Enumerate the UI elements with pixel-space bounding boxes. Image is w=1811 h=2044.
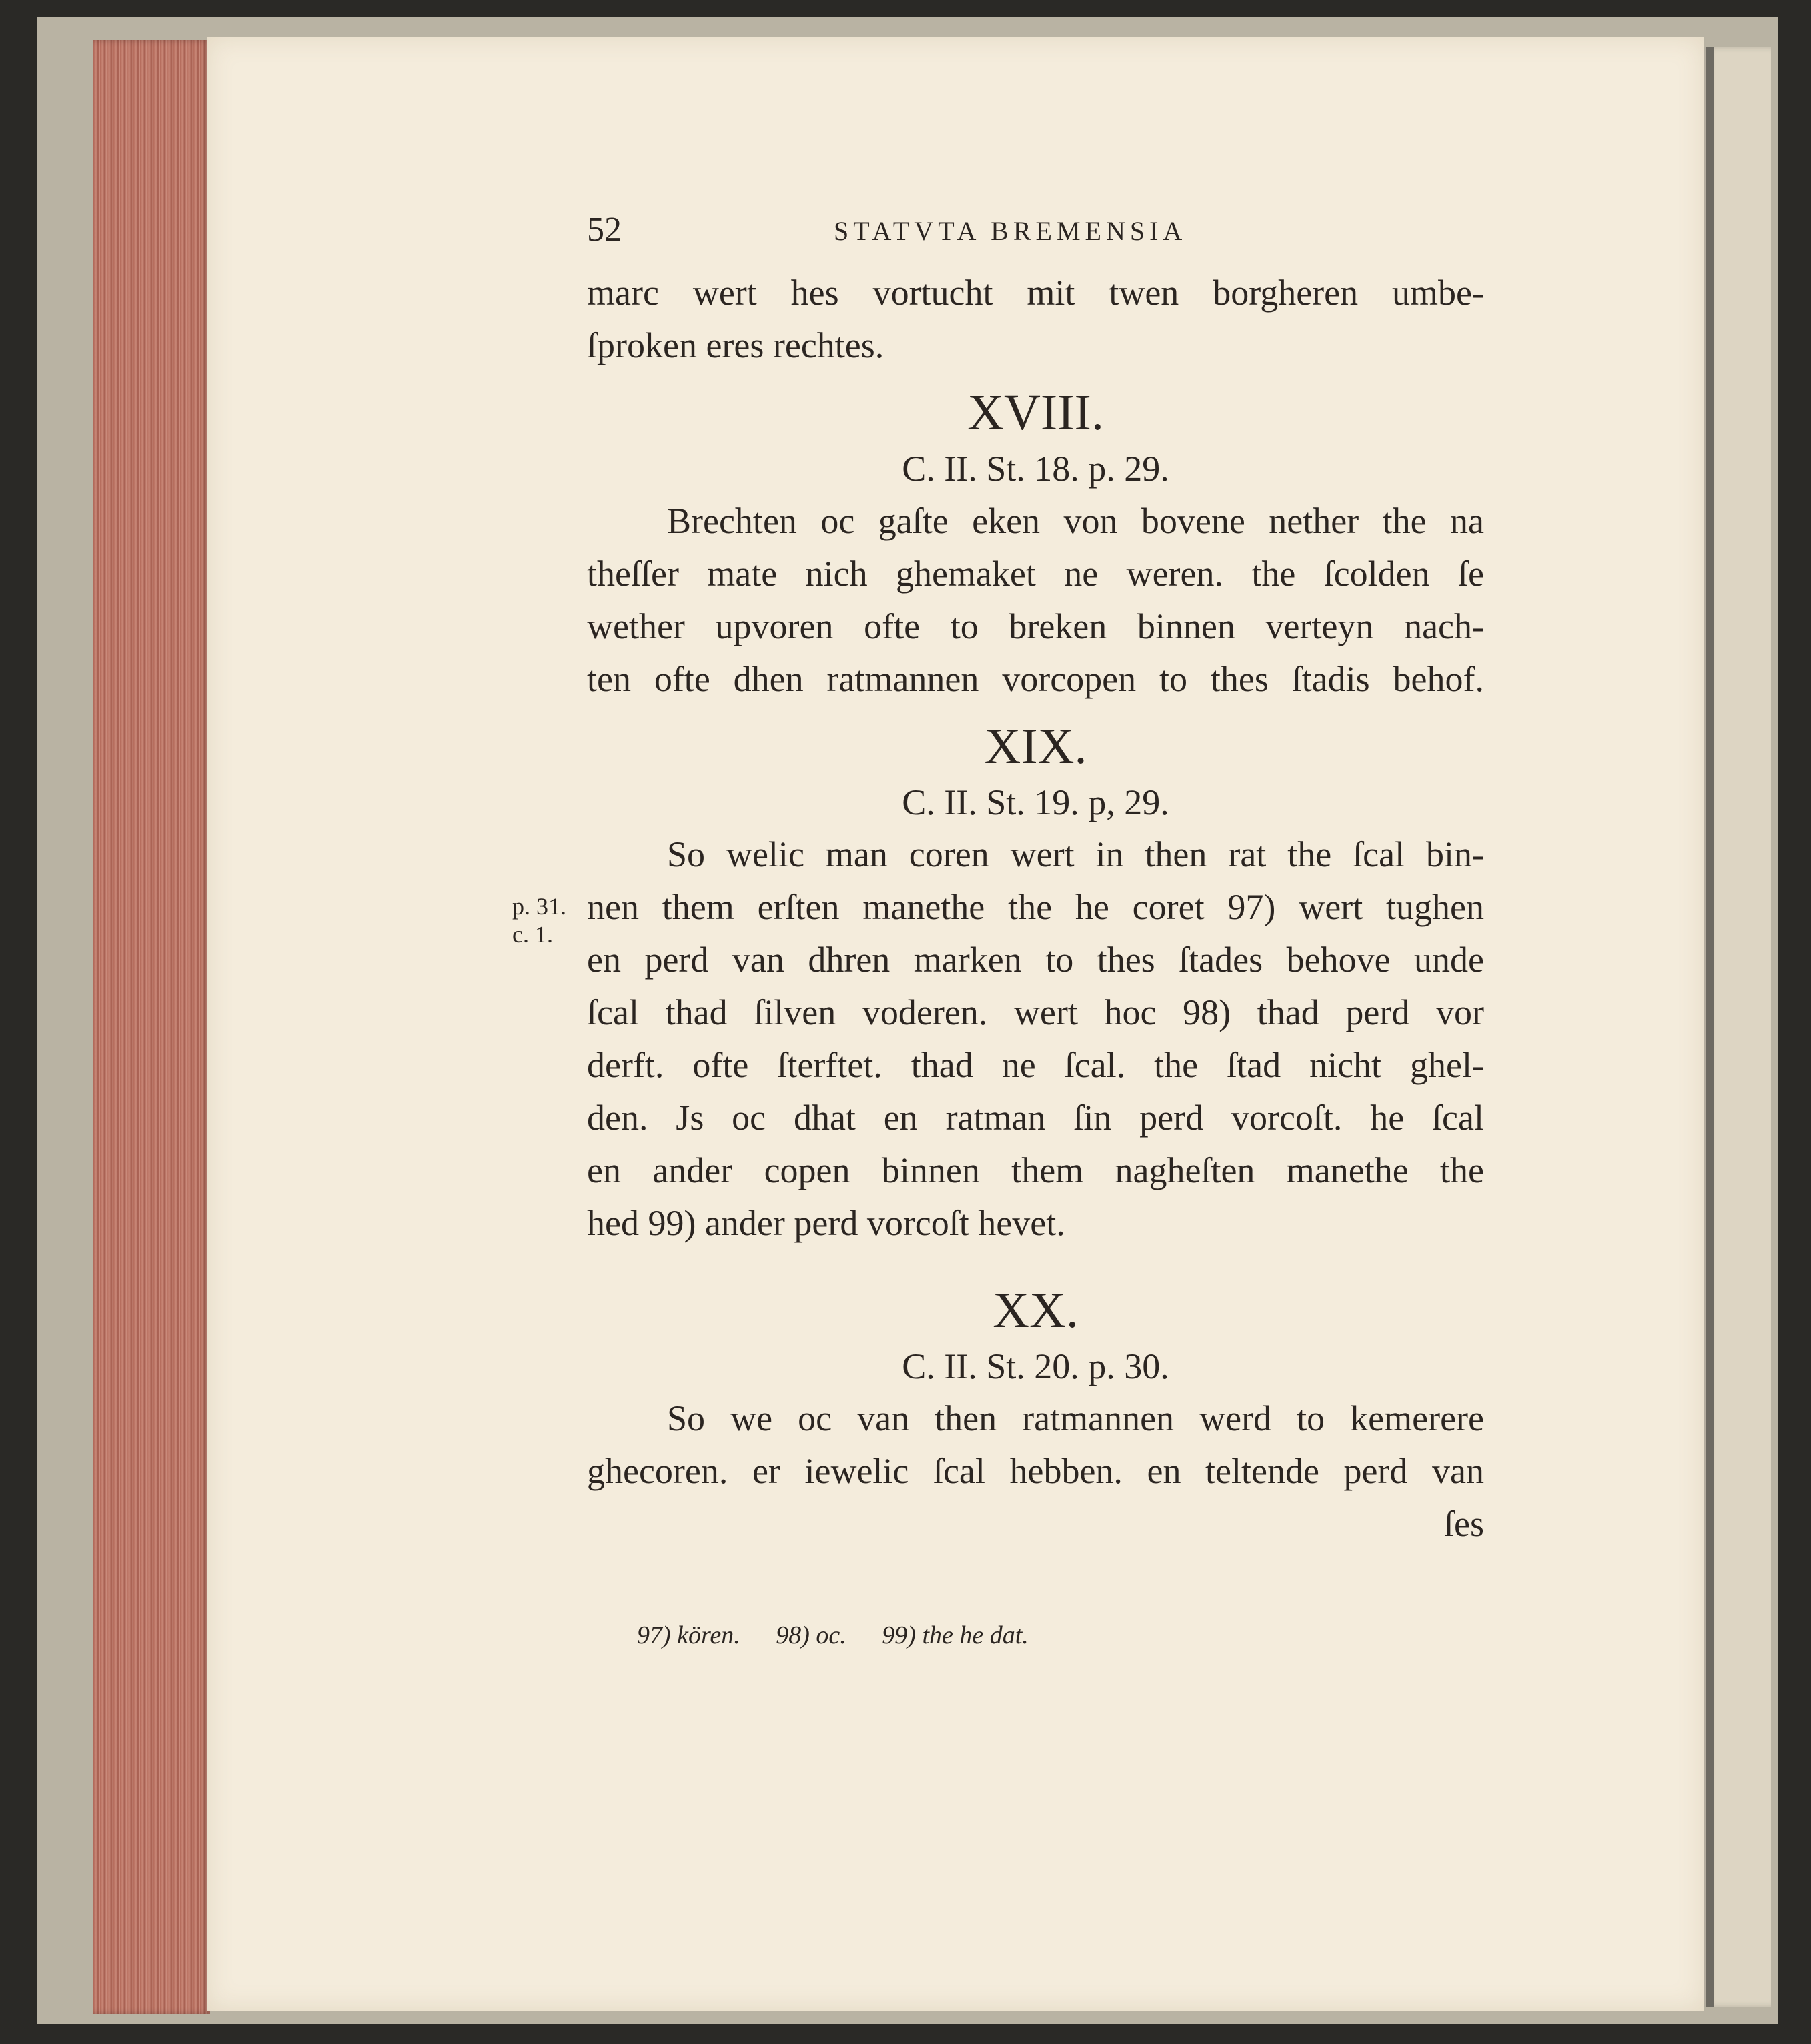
- marginal-note: [512, 892, 566, 948]
- marginal-page-ref: p. 31.: [512, 893, 566, 920]
- footnote: 99) the he dat.: [882, 1621, 1029, 1649]
- text-line: ten ofte dhen ratmannen vorcopen to thes ſtadis behof.: [587, 659, 1484, 699]
- text-line: nen them erſten manethe the he coret 97) wert tughen: [587, 887, 1484, 927]
- spacer: [587, 1250, 1484, 1270]
- facing-page: [1704, 47, 1771, 2007]
- text-line: ſproken eres rechtes.: [587, 325, 884, 365]
- page-body: [587, 267, 1484, 1551]
- text-line: ſcal thad ſilven voderen. wert hoc 98) thad perd vor: [587, 992, 1484, 1032]
- footnote: 97) kören.: [637, 1621, 740, 1649]
- section-reference: C. II. St. 19. p, 29.: [902, 782, 1169, 822]
- text-line: en ander copen binnen them nagheſten manethe the: [587, 1150, 1484, 1190]
- gutter: [1706, 47, 1714, 2007]
- section-reference: C. II. St. 20. p. 30.: [902, 1346, 1169, 1386]
- page-edges: [93, 40, 210, 2014]
- text-line: ghecoren. er iewelic ſcal hebben. en teltende perd van: [587, 1451, 1484, 1491]
- page-number: 52: [587, 211, 622, 249]
- text-line: en perd van dhren marken to thes ſtades behove unde: [587, 940, 1484, 980]
- footnotes: [637, 1621, 1058, 1650]
- text-line: Brechten oc gaſte eken von bovene nether the na: [667, 501, 1484, 541]
- section-numeral: XIX.: [984, 718, 1087, 774]
- text-line: So we oc van then ratmannen werd to kemerere: [667, 1398, 1484, 1438]
- text-line: marc wert hes vortucht mit twen borgheren umbe-: [587, 273, 1484, 313]
- marginal-chapter-ref: c. 1.: [512, 921, 553, 948]
- section-numeral: XX.: [993, 1282, 1079, 1338]
- section-reference: C. II. St. 18. p. 29.: [902, 449, 1169, 489]
- catchword: ſes: [1444, 1504, 1484, 1544]
- text-line: wether upvoren ofte to breken binnen verteyn nach-: [587, 606, 1484, 646]
- page-header: [587, 210, 1261, 250]
- running-title: STATVTA BREMENSIA: [834, 216, 1187, 246]
- footnote: 98) oc.: [776, 1621, 846, 1649]
- text-line: den. Js oc dhat en ratman ſin perd vorcoſt. he ſcal: [587, 1098, 1484, 1138]
- text-line: theſſer mate nich ghemaket ne weren. the ſcolden ſe: [587, 554, 1484, 594]
- text-line: derft. ofte ſterftet. thad ne ſcal. the ſtad nicht ghel-: [587, 1045, 1484, 1085]
- text-line: hed 99) ander perd vorcoſt hevet.: [587, 1203, 1065, 1243]
- text-line: So welic man coren wert in then rat the ſcal bin-: [667, 834, 1484, 874]
- section-numeral: XVIII.: [967, 385, 1104, 441]
